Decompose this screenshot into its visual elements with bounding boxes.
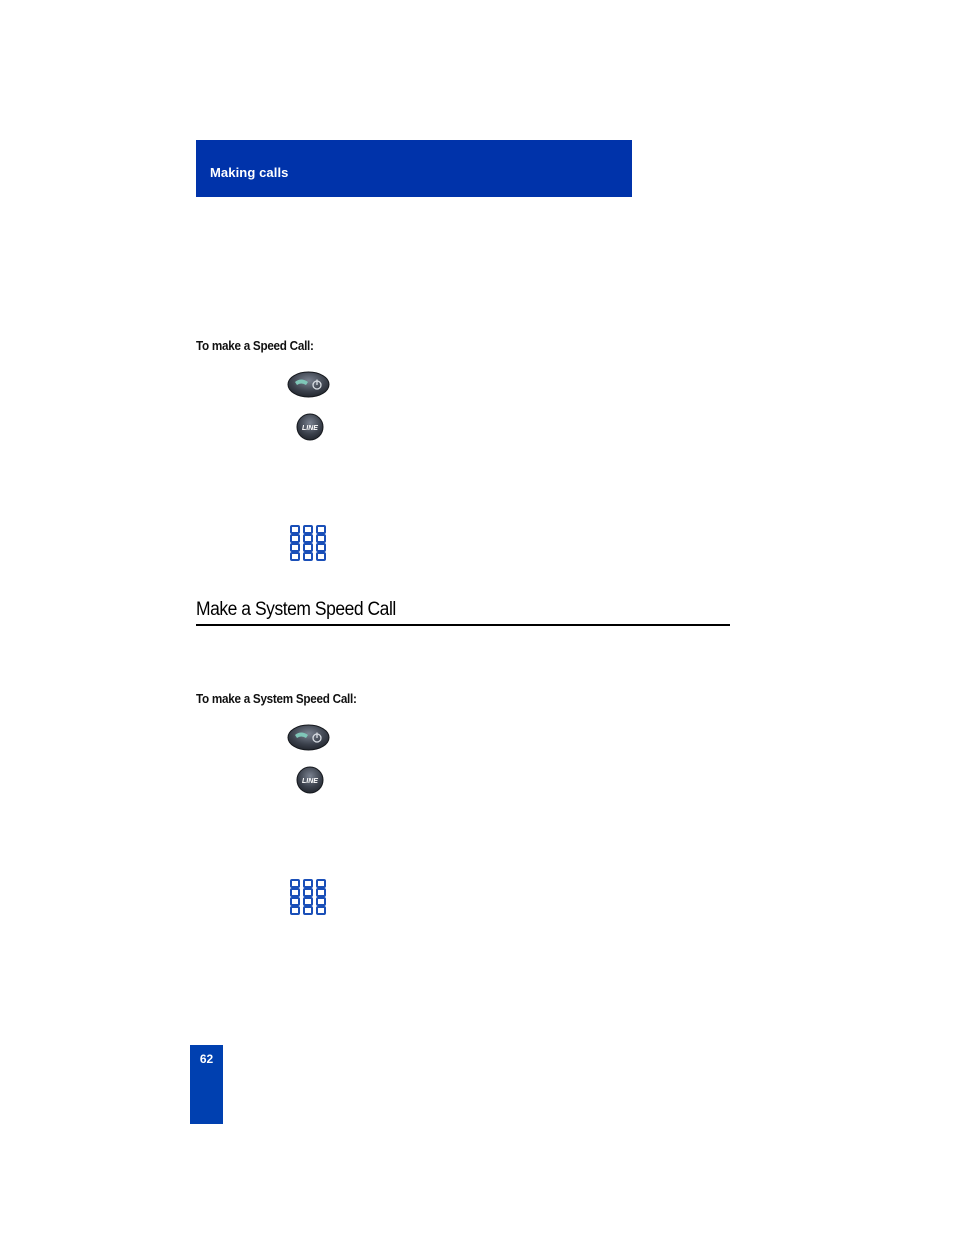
section-heading-system-speed-call xyxy=(196,599,730,626)
dialpad-icon xyxy=(289,524,329,564)
handsfree-key-icon xyxy=(287,371,330,398)
speed-call-intro: To make a Speed Call: xyxy=(196,338,314,353)
line-key-icon xyxy=(296,412,324,442)
chapter-header-bar xyxy=(196,140,632,197)
system-speed-call-intro: To make a System Speed Call: xyxy=(196,691,357,706)
line-key-label: LINE xyxy=(302,778,318,785)
page-number-tab xyxy=(190,1045,223,1124)
section-heading-text: Make a System Speed Call xyxy=(196,599,396,620)
line-key-icon xyxy=(296,765,324,795)
chapter-title: Making calls xyxy=(210,165,289,180)
page-number: 62 xyxy=(199,1052,214,1066)
handsfree-key-icon xyxy=(287,724,330,751)
line-key-label: LINE xyxy=(302,425,318,432)
dialpad-icon xyxy=(289,878,329,918)
